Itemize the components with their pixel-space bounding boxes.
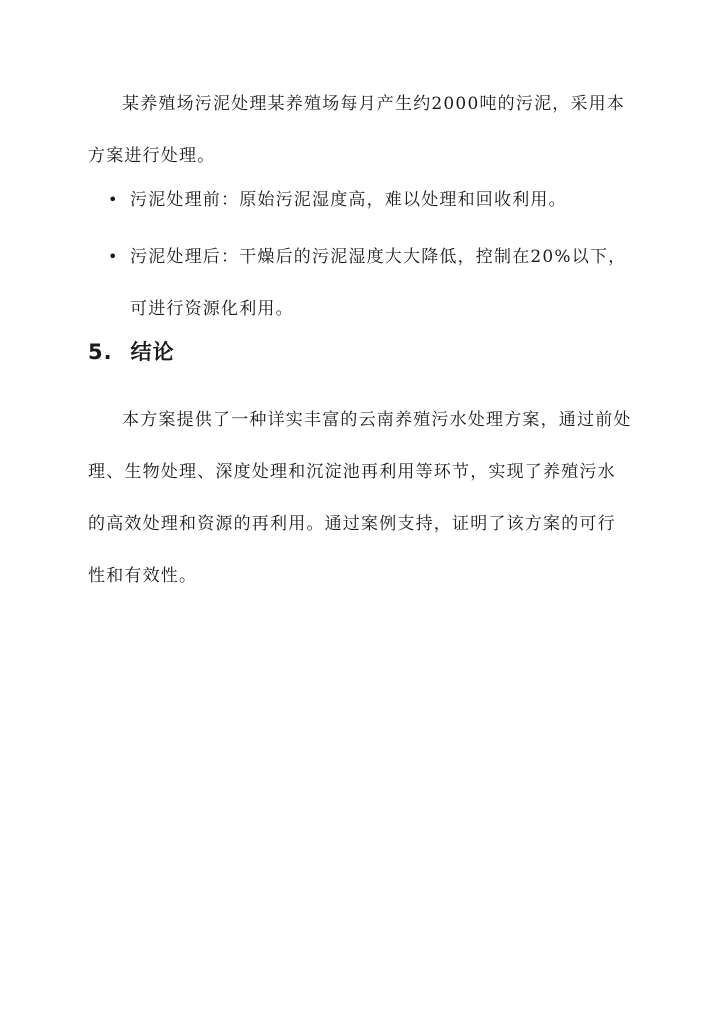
intro-paragraph: 某养殖场污泥处理某养殖场每月产生约2000吨的污泥，采用本方案进行处理。 — [88, 94, 626, 166]
conclusion-paragraph: 本方案提供了一种详实丰富的云南养殖污水处理方案，通过前处理、生物处理、深度处理和沉淀池再利用等环节，实现了养殖污水的高效处理和资源的再利用。通过案例支持，证明了该方案的可行性和有效性。 — [88, 410, 632, 586]
bullet-marker: • — [108, 247, 119, 266]
section-heading — [88, 336, 175, 366]
bullet-text: 污泥处理前：原始污泥湿度高，难以处理和回收利用。 — [130, 190, 567, 210]
bullet-text: 污泥处理后：干燥后的污泥湿度大大降低，控制在20%以下，可进行资源化利用。 — [130, 247, 627, 319]
bullet-marker: • — [108, 190, 119, 209]
bullet-item-before — [108, 174, 638, 226]
bullet-item-after — [108, 231, 638, 335]
section-title: 结论 — [130, 340, 175, 364]
section-number: 5. — [88, 340, 113, 364]
